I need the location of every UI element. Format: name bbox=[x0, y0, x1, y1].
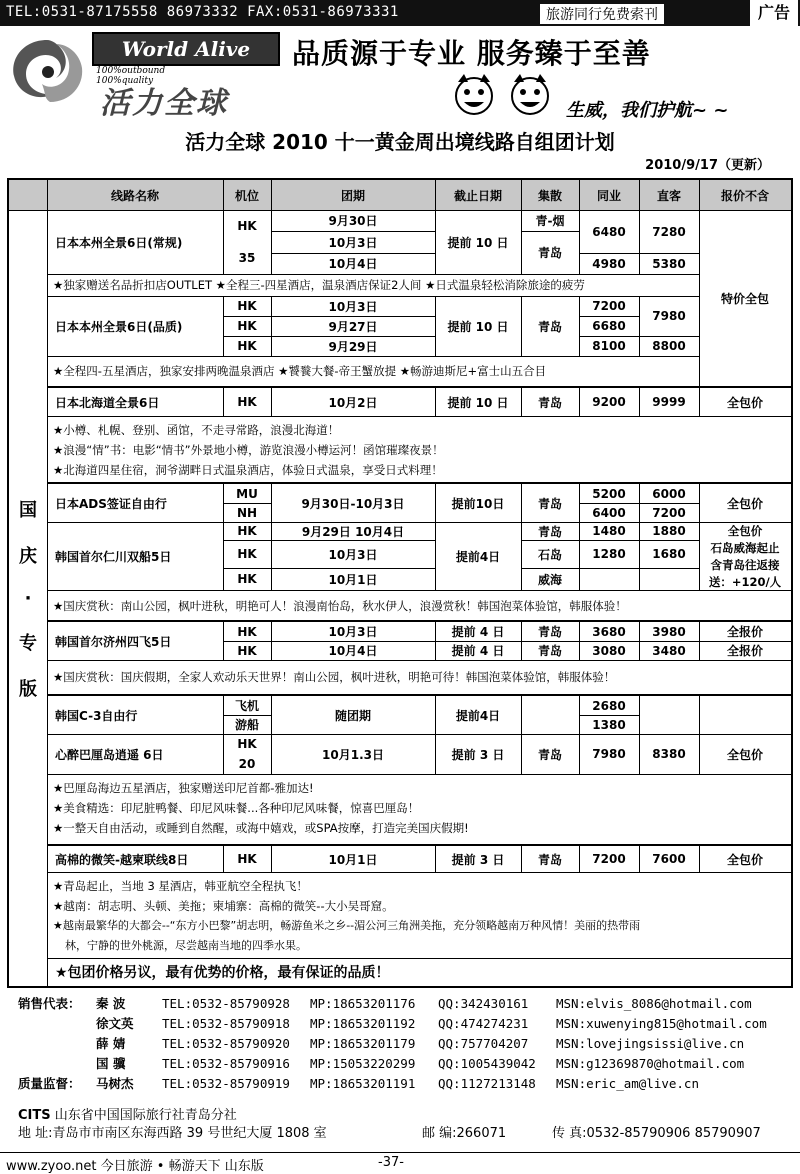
brand-name-en: World Alive Tour bbox=[92, 32, 280, 66]
swirl-logo-icon bbox=[4, 32, 90, 110]
header-date: 团期 bbox=[340, 188, 365, 203]
cits-logo-text: CITS bbox=[18, 1108, 51, 1123]
logo-area bbox=[4, 28, 284, 121]
header-seat: 机位 bbox=[234, 188, 259, 203]
header-trade-price: 同业 bbox=[596, 188, 621, 203]
contact-list bbox=[18, 994, 788, 1094]
header-hub: 集散 bbox=[537, 188, 562, 203]
brand-sub-quality: 100%quality bbox=[96, 76, 154, 86]
tiger-mascot-icon bbox=[448, 72, 558, 118]
footer-site: www.zyoo.net 今日旅游 • 畅游天下 山东版 bbox=[6, 1159, 264, 1174]
contact-row: 销售代表： 秦 波 TEL:0532-85790928 MP:18653201176 QQ:342430161 MSN:elvis_8086@hotmail.com bbox=[18, 996, 752, 1011]
brand-name-cn: 活力全球 bbox=[100, 86, 228, 121]
top-bar bbox=[0, 0, 800, 26]
header-excludes: 报价不含 bbox=[720, 188, 769, 203]
company-address: 地 址:青岛市市南区东海西路 39 号世纪大厦 1808 室 邮 编:266071 传 真:0532-85790906 85790907 bbox=[18, 1126, 761, 1141]
brand-sub-outbound: 100%outbound bbox=[96, 66, 166, 76]
contact-row: 薛 婧 TEL:0532-85790920 MP:18653201179 QQ:757704207 MSN:lovejingsissi@live.cn bbox=[96, 1036, 745, 1051]
route-table: 线路名称 机位 团期 截止日期 集散 同业 直客 报价不含 国 庆 · 专 版 日本本州全景6日(常规) HK 35 9月30日 10月3日 10月4日 提前 10 日 青-烟 青岛 6480 4980 7280 5380 ★独家赠送名品折扣店OUTLET ★全程三-四星酒店，温泉酒店保证2人间 ★日式温泉轻松消除旅途的疲劳 特价全包 日本本州全景6日(品质) HK HK HK 10月3日 9月27日 9月29日 提前 10 日 青岛 7200 6680 8100 7980 8800 ★全程四-五星酒店，独家安排两晚温泉酒店 ★饕餮大餐-帝王蟹放提 ★畅游迪斯尼+富士山五合目 日本北海道全景6日 HK 10月2日 提前 10 日 青岛 9200 9999 全包价 ★小樽、札幌、登别、函馆，不走寻常路，浪漫北海道！ ★浪漫“情”书：电影“情书”外景地小樽，游览浪漫小樽运河！函馆璀璨夜景！ ★北海道四星住宿，洞爷湖畔日式温泉酒店，体验日式温泉，享受日式料理！ 日本ADS签证自由行 MU NH 9月30日-10月3日 提前10日 青岛 5200 6400 6000 7200 全包价 韩国首尔仁川双船5日 HK HK HK 9月29日 10月4日 10月3日 10月1日 提前4日 青岛 石岛 威海 1480 1280 1880 1680 全包价 石岛威海起止 含青岛往返接 送：+120/人 ★国庆赏秋：南山公园，枫叶进秋，明艳可人！浪漫南怡岛，秋水伊人，浪漫赏秋！韩国泡菜体验馆，韩服体验！ 韩国首尔济州四飞5日 HK HK 10月3日 10月4日 提前 4 日 提前 4 日 青岛 青岛 3680 3080 3980 3480 全报价 全报价 ★国庆赏秋：国庆假期，全家人欢动乐天世界！南山公园，枫叶进秋，明艳可待！韩国泡菜体验馆，韩服体验！ 韩国C-3自由行 飞机 游船 随团期 提前4日 2680 1380 心醉巴厘岛逍遥 6日 HK 20 10月1.3日 提前 3 日 青岛 7980 8380 全包价 ★巴厘岛海边五星酒店，独家赠送印尼首都-雅加达! ★美食精选：印尼脏鸭餐、印尼风味餐...各种印尼风味餐，惊喜巴厘岛！ ★一整天自由活动，或睡到自然醒，或海中嬉戏，或SPA按摩，打造完美国庆假期! 高棉的微笑-越柬联线8日 HK 10月1日 提前 3 日 青岛 7200 7600 全包价 ★青岛起止，当地 3 星酒店，韩亚航空全程执飞！ ★越南：胡志明、头顿、美拖；柬埔寨：高棉的微笑--大小吴哥窟。 ★越南最繁华的大都会--“东方小巴黎”胡志明，畅游鱼米之乡--湄公河三角洲美拖，充分领略越南万种风情！美丽的热带雨 林，宁静的世外桃源，尽尝越南当地的四季水果。 ★包团价格另议，最有优势的价格，最有保证的品质！ bbox=[7, 178, 793, 988]
update-date: 2010/9/17（更新） bbox=[645, 158, 770, 173]
price-promise: ★包团价格另议，最有优势的价格，最有保证的品质！ bbox=[55, 965, 390, 981]
page-footer bbox=[0, 1152, 800, 1173]
page-number: -37- bbox=[378, 1155, 404, 1170]
motto: 品质源于专业 服务臻于至善 bbox=[292, 37, 651, 70]
company-name: CITS 山东省中国国际旅行社青岛分社 bbox=[18, 1108, 237, 1123]
page-title: 活力全球 2010 十一黄金周出境线路自组团计划 bbox=[185, 130, 615, 154]
tagline: 生威，我们护航~ ~ bbox=[566, 100, 729, 121]
contact-row: 质量监督： 马树杰 TEL:0532-85790919 MP:18653201191 QQ:1127213148 MSN:eric_am@live.cn bbox=[18, 1076, 699, 1091]
header-retail-price: 直客 bbox=[656, 188, 681, 203]
header-route: 线路名称 bbox=[110, 188, 159, 203]
header-slogan: 旅游同行免费索刊 bbox=[540, 4, 664, 24]
side-label: 国 庆 · 专 版 bbox=[9, 210, 48, 986]
header-contact: TEL:0531-87175558 86973332 FAX:0531-86973331 bbox=[6, 4, 399, 20]
header-deadline: 截止日期 bbox=[453, 188, 502, 203]
contact-row: 国 骥 TEL:0532-85790916 MP:15053220299 QQ:1005439042 MSN:g12369870@hotmail.com bbox=[96, 1056, 745, 1071]
ad-tag: 广告 bbox=[750, 0, 798, 26]
contact-row: 徐文英 TEL:0532-85790918 MP:18653201192 QQ:474274231 MSN:xuwenying815@hotmail.com bbox=[96, 1016, 767, 1031]
